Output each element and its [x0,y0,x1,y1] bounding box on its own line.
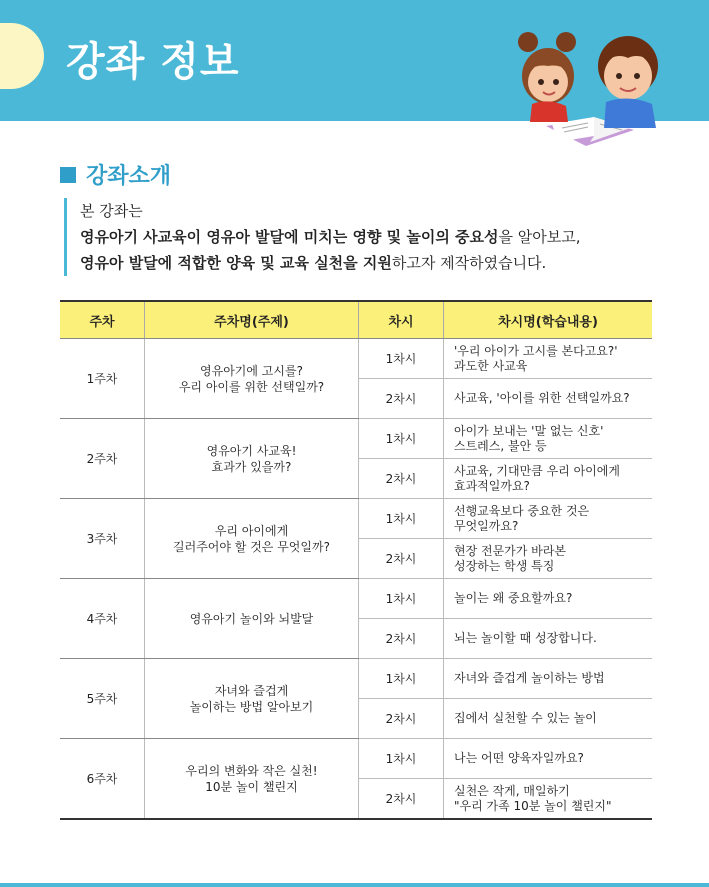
table-header-row [60,301,652,339]
table-row [60,419,652,459]
intro-line-3: 영유아 발달에 적합한 양육 및 교육 실천을 지원하고자 제작하였습니다. [80,254,547,272]
content-cell: 아이가 보내는 '말 없는 신호' 스트레스, 불안 등 [444,419,653,459]
content-cell: 선행교육보다 중요한 것은 무엇일까요? [444,499,653,539]
content-cell: 나는 어떤 양육자일까요? [444,739,653,779]
course-schedule-table [60,300,652,820]
topic-cell: 우리 아이에게 길러주어야 할 것은 무엇일까? [145,499,359,579]
content-cell: 집에서 실천할 수 있는 놀이 [444,699,653,739]
topic-cell: 영유아기 놀이와 뇌발달 [145,579,359,659]
session-cell: 2차시 [359,779,444,820]
intro-line-2: 영유아기 사교육이 영유아 발달에 미치는 영향 및 놀이의 중요성을 알아보고, [80,228,581,246]
table-row [60,739,652,779]
table-row [60,579,652,619]
course-introduction [64,198,581,276]
header-session: 차시 [359,301,444,339]
table-row [60,339,652,379]
section-heading [60,159,171,190]
week-cell: 3주차 [60,499,145,579]
session-cell: 1차시 [359,579,444,619]
content-cell: 놀이는 왜 중요할까요? [444,579,653,619]
content-cell: 사교육, 기대만큼 우리 아이에게 효과적일까요? [444,459,653,499]
section-title: 강좌소개 [86,164,172,189]
header-content: 차시명(학습내용) [444,301,653,339]
topic-cell: 우리의 변화와 작은 실천! 10분 놀이 챌린지 [145,739,359,820]
children-reading-illustration [506,18,674,158]
week-cell: 2주차 [60,419,145,499]
session-cell: 1차시 [359,499,444,539]
footer-bar [0,883,709,887]
session-cell: 1차시 [359,739,444,779]
session-cell: 1차시 [359,419,444,459]
session-cell: 1차시 [359,659,444,699]
session-cell: 2차시 [359,379,444,419]
header-topic: 주차명(주제) [145,301,359,339]
session-cell: 2차시 [359,539,444,579]
content-cell: '우리 아이가 고시를 본다고요?' 과도한 사교육 [444,339,653,379]
topic-cell: 영유아기에 고시를? 우리 아이를 위한 선택일까? [145,339,359,419]
topic-cell: 자녀와 즐겁게 놀이하는 방법 알아보기 [145,659,359,739]
content-cell: 자녀와 즐겁게 놀이하는 방법 [444,659,653,699]
content-cell: 사교육, '아이를 위한 선택일까요? [444,379,653,419]
decorative-pill [0,23,44,89]
week-cell: 5주차 [60,659,145,739]
session-cell: 2차시 [359,699,444,739]
session-cell: 2차시 [359,619,444,659]
content-cell: 현장 전문가가 바라본 성장하는 학생 특징 [444,539,653,579]
header-week: 주차 [60,301,145,339]
content-cell: 실천은 작게, 매일하기 "우리 가족 10분 놀이 챌린지" [444,779,653,820]
session-cell: 1차시 [359,339,444,379]
table-row [60,499,652,539]
week-cell: 4주차 [60,579,145,659]
topic-cell: 영유아기 사교육! 효과가 있을까? [145,419,359,499]
week-cell: 1주차 [60,339,145,419]
square-bullet-icon [60,167,76,183]
session-cell: 2차시 [359,459,444,499]
page-title: 강좌 정보 [66,39,240,85]
content-cell: 뇌는 놀이할 때 성장합니다. [444,619,653,659]
table-row [60,659,652,699]
week-cell: 6주차 [60,739,145,820]
intro-line-1: 본 강좌는 [80,202,143,220]
